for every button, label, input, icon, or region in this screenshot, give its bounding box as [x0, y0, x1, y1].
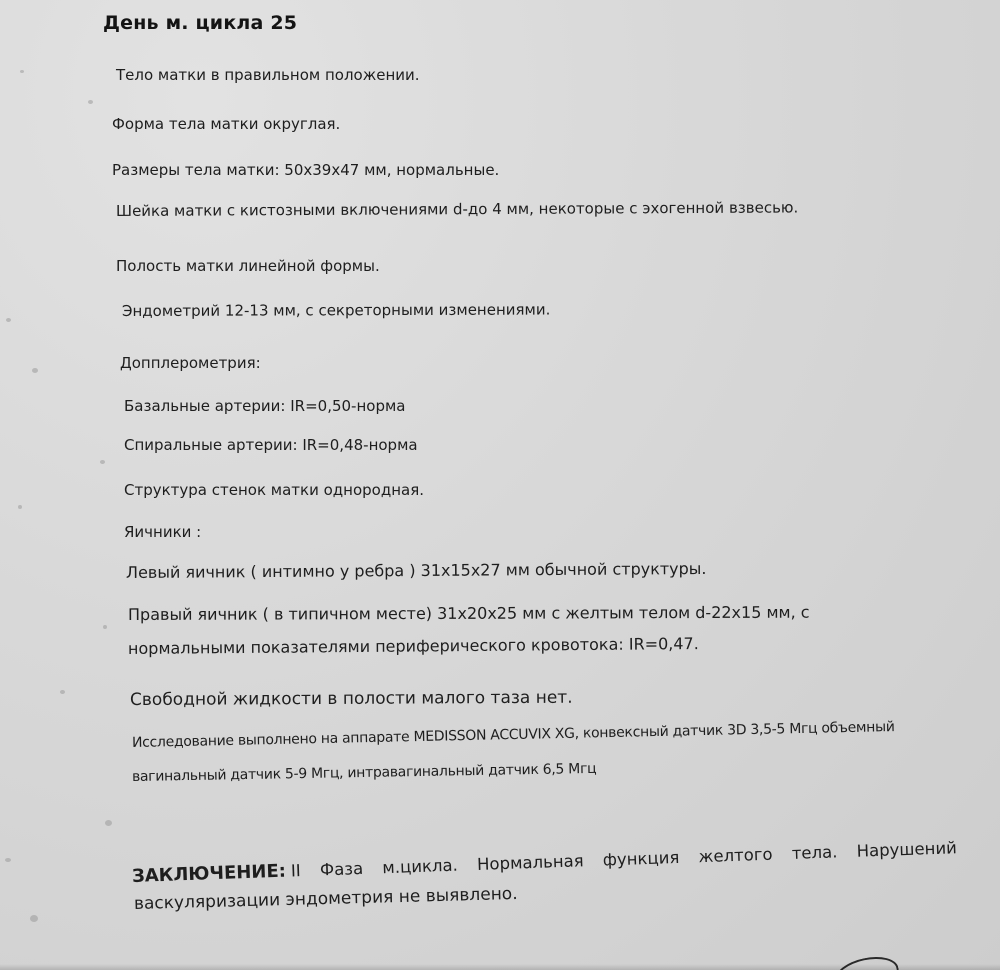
- paper-speck: [103, 625, 107, 629]
- conclusion-text-1: II Фаза м.цикла. Нормальная функция желтого тела. Нарушений: [290, 838, 958, 881]
- report-title: День м. цикла 25: [103, 12, 298, 34]
- free-fluid: Свободной жидкости в полости малого таза нет.: [129, 687, 573, 710]
- paper-speck: [6, 318, 11, 322]
- conclusion-line-1: [132, 837, 958, 887]
- paper-shadow: [0, 964, 1000, 970]
- right-ovary-line-2: нормальными показателями периферического кровотока: IR=0,47.: [127, 634, 699, 658]
- paper-speck: [32, 368, 38, 373]
- paper-speck: [100, 460, 105, 464]
- uterus-shape: Форма тела матки округлая.: [112, 115, 341, 133]
- conclusion-line-2: васкуляризации эндометрия не выявлено.: [133, 883, 518, 914]
- uterus-position: Тело матки в правильном положении.: [116, 66, 420, 84]
- doppler-basal-arteries: Базальные артерии: IR=0,50-норма: [124, 397, 406, 415]
- paper-speck: [30, 915, 38, 922]
- conclusion-label: ЗАКЛЮЧЕНИЕ:: [131, 860, 287, 887]
- paper-speck: [5, 858, 11, 862]
- equipment-line-1: Исследование выполнено на аппарате MEDISSON ACCUVIX XG, конвексный датчик 3D 3,5-5 Мгц объемный: [131, 719, 895, 751]
- doppler-spiral-arteries: Спиральные артерии: IR=0,48-норма: [124, 436, 418, 454]
- left-ovary: Левый яичник ( интимно у ребра ) 31x15x27 мм обычной структуры.: [125, 558, 707, 582]
- paper-speck: [105, 820, 112, 826]
- uterus-size: Размеры тела матки: 50x39x47 мм, нормальные.: [112, 161, 500, 179]
- equipment-line-2: вагинальный датчик 5-9 Мгц, интравагинальный датчик 6,5 Мгц: [131, 760, 597, 785]
- ovaries-heading: Яичники :: [124, 523, 202, 541]
- endometrium: Эндометрий 12-13 мм, с секреторными изменениями.: [121, 300, 551, 320]
- paper-speck: [88, 100, 93, 104]
- paper-speck: [20, 70, 24, 73]
- uterine-walls: Структура стенок матки однородная.: [124, 481, 425, 499]
- paper-speck: [18, 505, 22, 509]
- doppler-heading: Допплерометрия:: [120, 354, 261, 372]
- right-ovary-line-1: Правый яичник ( в типичном месте) 31x20x25 мм с желтым телом d-22x15 мм, с: [127, 602, 810, 624]
- paper-speck: [60, 690, 65, 694]
- cervix-description: Шейка матки с кистозными включениями d-до 4 мм, некоторые с эхогенной взвесью.: [115, 198, 799, 220]
- uterine-cavity: Полость матки линейной формы.: [116, 257, 380, 275]
